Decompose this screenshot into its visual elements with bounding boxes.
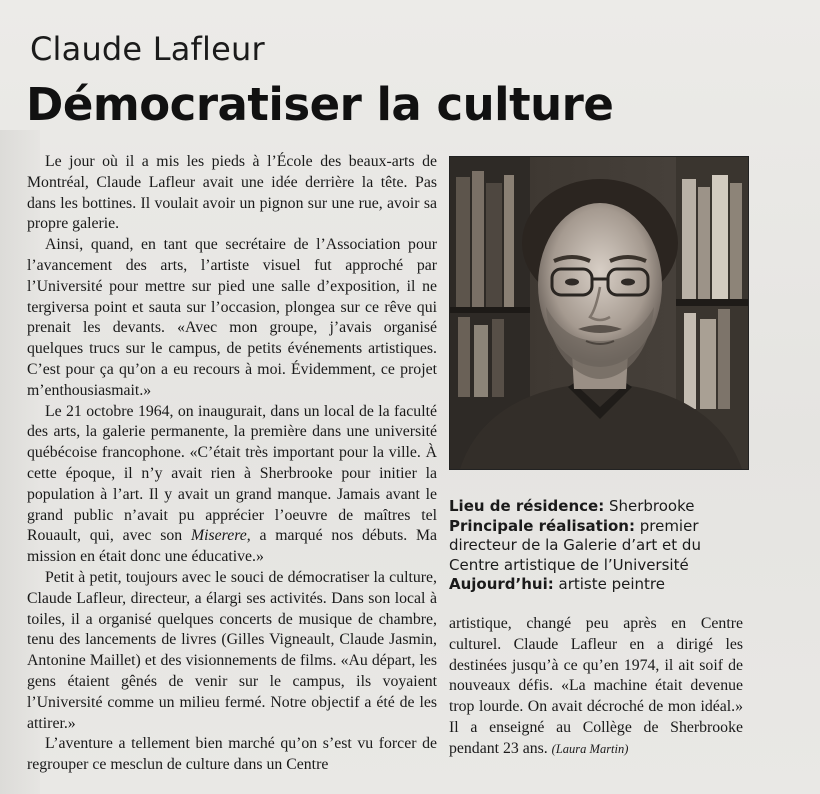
author-name: Claude Lafleur bbox=[30, 30, 265, 68]
article-headline: Démocratiser la culture bbox=[26, 78, 614, 131]
residence-value: Sherbrooke bbox=[604, 497, 695, 515]
today-line bbox=[449, 575, 749, 595]
paragraph-2: Ainsi, quand, en tant que secrétaire de l’Association pour l’avancement des arts, l’artiste visuel fut approché par l’Université pour mettre sur pied une salle d’exposition, il ne tergiversa point et sauta sur l’occasion, plongea sur ce rêve qui prenait les devants. «Avec mon groupe, j’avais organisé quelques trucs sur le campus, de petits événements artistiques. C’est pour ça qu’on a eu recours à moi. Évidemment, ce projet m’enthousiasmait.» bbox=[27, 236, 437, 399]
residence-label: Lieu de résidence: bbox=[449, 497, 605, 515]
realisation-value: premier directeur de la Galerie d’art et du Centre artistique de l’Université bbox=[449, 516, 701, 574]
paragraph-4: Petit à petit, toujours avec le souci de démocratiser la culture, Claude Lafleur, directeur, a élargi ses activités. Dans son local à toiles, il a organisé quelques concerts de musique de chambre, tenu des lancements de livres (Gilles Vigneault, Claude Jasmin, Antonine Maillet) et des visionnements de films. «Au départ, les gens étaient gênés de venir sur le campus, ils voyaient l’Université comme un milieu fermé. Notre objectif a été de les attirer.» bbox=[27, 568, 437, 732]
continuation-text: artistique, changé peu après en Centre culturel. Claude Lafleur en a dirigé les destinées jusqu’à ce qu’en 1974, il ait soif de nouveaux défis. «La machine était devenue trop lourde. On avait décroché de mon idéal.» Il a enseigné au Collège de Sherbrooke pendant 23 ans. bbox=[449, 615, 743, 757]
article-body-column-right bbox=[449, 614, 743, 760]
paragraph-3-text-b: , a marqué nos débuts. Ma mission en était donc une éducative.» bbox=[27, 527, 437, 566]
profile-infobox bbox=[449, 497, 749, 595]
residence-line bbox=[449, 497, 749, 517]
paragraph-3-text-a: Le 21 octobre 1964, on inaugurait, dans un local de la faculté des arts, la galerie permanente, la première dans une université québécoise francophone. «C’était très important pour la ville. À cette époque, il n’y avait rien à Sherbrooke pour initier la population à l’art. Il y avait un grand manque. Jamais avant le grand public n’avait pu apprécier l’oeuvre de maîtres tel Rouault, qui, avec son bbox=[27, 402, 437, 545]
byline-credit: (Laura Martin) bbox=[551, 741, 629, 756]
realisation-line bbox=[449, 517, 749, 576]
portrait-illustration bbox=[450, 157, 748, 469]
realisation-label: Principale réalisation: bbox=[449, 516, 635, 535]
paragraph-5: L’aventure a tellement bien marché qu’on s’est vu forcer de regrouper ce mesclun de culture dans un Centre bbox=[27, 735, 437, 774]
paragraph-3 bbox=[27, 402, 437, 568]
today-label: Aujourd’hui: bbox=[449, 575, 554, 594]
continuation-paragraph bbox=[449, 614, 743, 760]
paragraph-3-italic: Miserere bbox=[190, 527, 247, 545]
portrait-photo bbox=[449, 156, 749, 470]
paragraph-1: Le jour où il a mis les pieds à l’École des beaux-arts de Montréal, Claude Lafleur avait une idée derrière la tête. Pas dans les bottines. Il voulait avoir un pignon sur une rue, avoir sa propre galerie. bbox=[27, 153, 437, 233]
today-value: artiste peintre bbox=[553, 575, 665, 594]
article-body-column-left bbox=[27, 152, 437, 776]
